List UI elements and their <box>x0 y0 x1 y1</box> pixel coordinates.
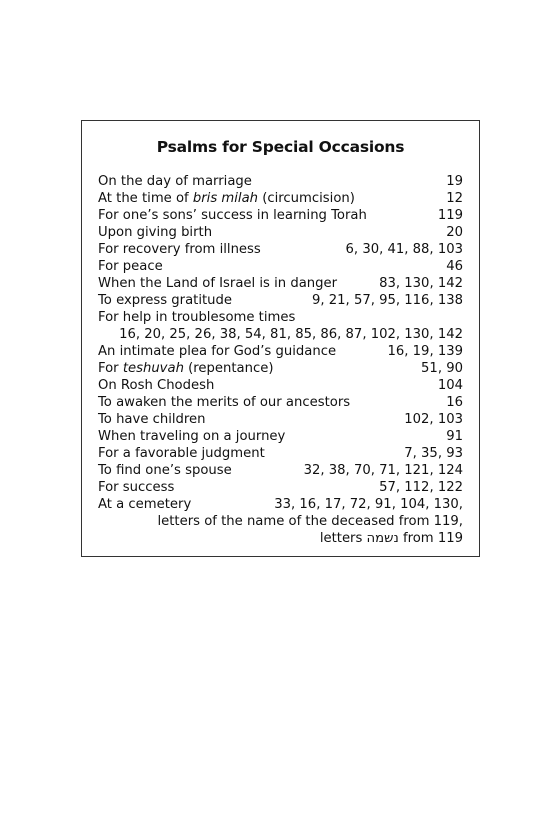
psalm-numbers: 9, 21, 57, 95, 116, 138 <box>312 293 463 308</box>
occasion-label: To have children <box>98 412 206 427</box>
occasion-label-term: teshuvah <box>122 361 184 376</box>
psalm-numbers-continued: letters of the name of the deceased from 119, <box>157 514 463 529</box>
psalm-numbers: 119 <box>437 208 463 223</box>
occasion-label-term: bris milah <box>192 191 259 206</box>
occasion-label-prefix: For <box>98 361 123 376</box>
entry-row <box>98 241 463 258</box>
entry-row <box>98 275 463 292</box>
psalm-numbers: 83, 130, 142 <box>379 276 463 291</box>
occasion-label <box>98 190 355 207</box>
occasion-label: For recovery from illness <box>98 242 261 257</box>
page-title: Psalms for Special Occasions <box>156 138 405 156</box>
occasion-label: On Rosh Chodesh <box>98 378 215 393</box>
psalm-numbers: 51, 90 <box>421 361 463 376</box>
psalm-numbers: 32, 38, 70, 71, 121, 124 <box>303 463 463 478</box>
occasion-label: On the day of marriage <box>98 174 252 189</box>
entry-row <box>98 496 463 513</box>
occasion-label: When traveling on a journey <box>98 429 286 444</box>
entry-row <box>98 462 463 479</box>
entry-row <box>98 292 463 309</box>
psalm-numbers: 104 <box>437 378 463 393</box>
psalm-numbers: 16, 19, 139 <box>387 344 463 359</box>
occasion-label: For success <box>98 480 175 495</box>
entry-row <box>98 428 463 445</box>
psalms-table-box <box>81 120 480 557</box>
occasion-label: To express gratitude <box>98 293 233 308</box>
entry-row <box>98 377 463 394</box>
entry-row <box>98 207 463 224</box>
occasion-label-prefix: At the time of <box>98 191 193 206</box>
entry-row <box>98 411 463 428</box>
occasion-label: For a favorable judgment <box>98 446 265 461</box>
psalm-numbers: 16 <box>446 395 463 410</box>
psalm-numbers: 46 <box>446 259 463 274</box>
entry-row <box>98 190 463 207</box>
entry-row <box>98 360 463 377</box>
occasion-label: To awaken the merits of our ancestors <box>98 395 351 410</box>
entry-row <box>98 173 463 190</box>
entry-row <box>98 394 463 411</box>
psalm-numbers: 12 <box>446 191 463 206</box>
occasion-label: An intimate plea for God’s guidance <box>98 344 337 359</box>
psalm-numbers-continued: letters נשמה from 119 <box>319 531 463 546</box>
psalm-numbers: 19 <box>446 174 463 189</box>
occasion-label-suffix: (circumcision) <box>258 191 355 206</box>
entry-row <box>98 309 463 326</box>
occasion-label-suffix: (repentance) <box>183 361 274 376</box>
entries-list <box>98 173 463 547</box>
occasion-label: For help in troublesome times <box>98 310 296 325</box>
psalm-numbers: 33, 16, 17, 72, 91, 104, 130, <box>274 497 463 512</box>
psalm-numbers: 7, 35, 93 <box>404 446 463 461</box>
psalm-numbers-continued: 16, 20, 25, 26, 38, 54, 81, 85, 86, 87, 102, 130, 142 <box>119 327 463 342</box>
occasion-label: When the Land of Israel is in danger <box>98 276 338 291</box>
entry-row <box>98 343 463 360</box>
occasion-label: Upon giving birth <box>98 225 213 240</box>
occasion-label: At a cemetery <box>98 497 192 512</box>
entry-row <box>98 479 463 496</box>
psalm-numbers: 57, 112, 122 <box>379 480 463 495</box>
occasion-label: For one’s sons’ success in learning Torah <box>98 208 367 223</box>
occasion-label: For peace <box>98 259 163 274</box>
psalm-numbers: 20 <box>446 225 463 240</box>
psalm-numbers: 91 <box>446 429 463 444</box>
entry-row <box>98 258 463 275</box>
entry-row <box>98 224 463 241</box>
occasion-label: To find one’s spouse <box>98 463 232 478</box>
psalm-numbers: 102, 103 <box>404 412 463 427</box>
occasion-label <box>98 360 273 377</box>
entry-row <box>98 445 463 462</box>
psalm-numbers: 6, 30, 41, 88, 103 <box>345 242 463 257</box>
